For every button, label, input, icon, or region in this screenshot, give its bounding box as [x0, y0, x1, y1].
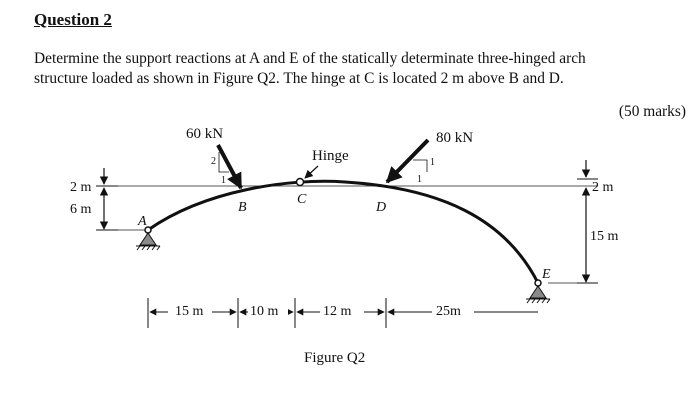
right-dim-upper-label: 2 m [592, 180, 614, 195]
figure-caption: Figure Q2 [304, 350, 366, 366]
span-dim-label-3: 12 m [323, 304, 352, 319]
left-height-dimension [96, 168, 118, 230]
point-e-label: E [542, 267, 551, 282]
right-dim-lower-label: 15 m [590, 229, 619, 244]
svg-text:1: 1 [430, 157, 435, 168]
span-dim-label-4: 25m [436, 304, 461, 319]
hinge-pointer-arrow [305, 166, 318, 178]
left-dim-upper-label: 2 m [70, 180, 92, 195]
point-b-label: B [238, 200, 247, 215]
svg-text:2: 2 [211, 156, 216, 167]
right-height-dimension [577, 160, 598, 283]
load-80kn-label: 80 kN [436, 130, 474, 146]
svg-text:1: 1 [221, 175, 226, 186]
point-c-label: C [297, 192, 307, 207]
question-text-line-1: Determine the support reactions at A and E of the statically determinate three-hinged arch [34, 50, 586, 67]
left-dim-lower-label: 6 m [70, 202, 92, 217]
marks-label: (50 marks) [618, 103, 686, 120]
pin-support-e [526, 280, 550, 303]
span-dim-label-2: 10 m [250, 304, 279, 319]
arch-curve [148, 181, 538, 283]
svg-text:1: 1 [417, 174, 422, 185]
question-title: Question 2 [34, 10, 112, 29]
load-60kn-label: 60 kN [186, 126, 224, 142]
question-text-line-2: structure loaded as shown in Figure Q2. The hinge at C is located 2 m above B and D. [34, 70, 564, 87]
hinge-label: Hinge [312, 148, 349, 164]
span-dim-label-1: 15 m [175, 304, 204, 319]
load-80kn-slope-triangle [413, 157, 435, 185]
point-d-label: D [376, 200, 387, 215]
point-a-label: A [138, 214, 147, 229]
hinge-c-marker [297, 179, 304, 186]
